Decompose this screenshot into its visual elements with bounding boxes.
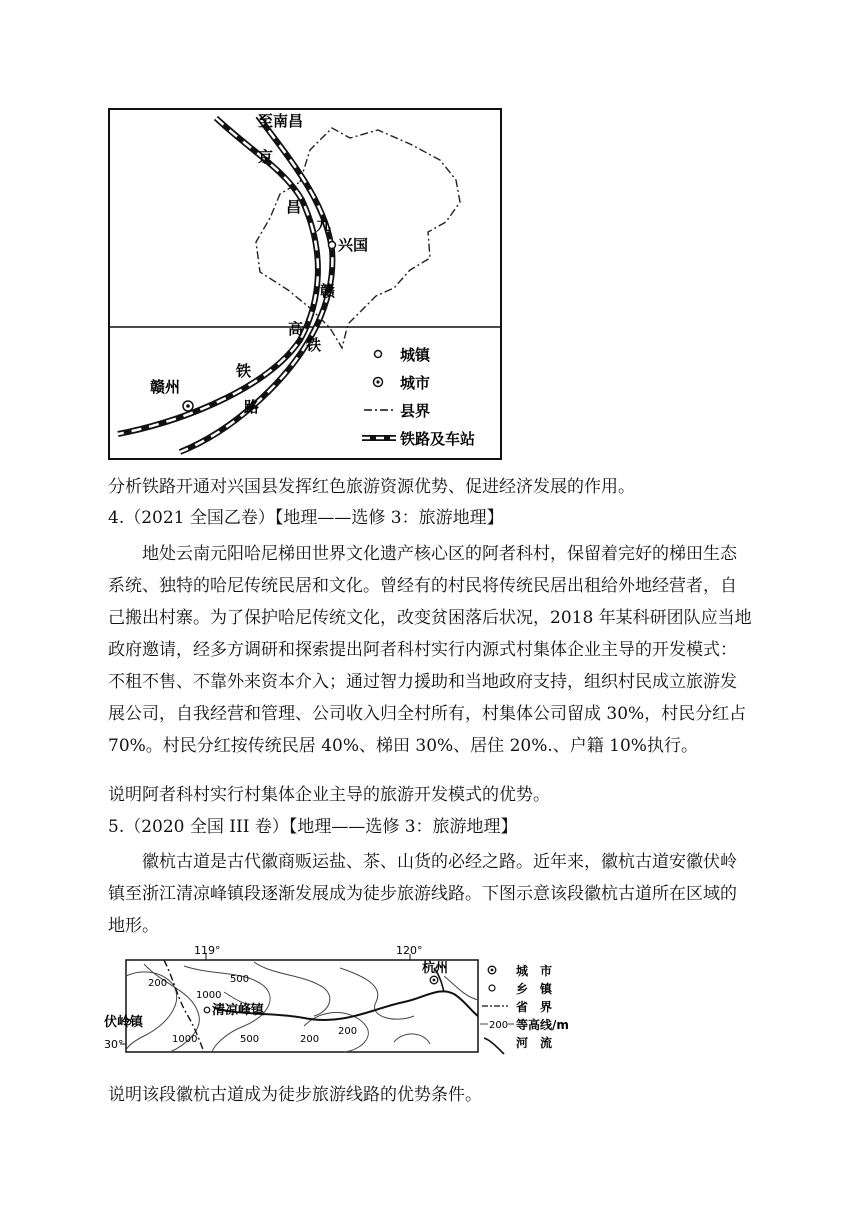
contour-label-1000a: 1000 xyxy=(196,990,222,1001)
label-xingguo: 兴国 xyxy=(338,236,369,254)
legend2-city: 城 市 xyxy=(516,964,553,978)
q4-prompt: 说明阿者科村实行村集体企业主导的旅游开发模式的优势。 xyxy=(108,785,550,805)
contour-label-200a: 200 xyxy=(148,978,168,989)
legend2-contour: 等高线/m xyxy=(516,1018,569,1032)
label-qingliangfeng: 清凉峰镇 xyxy=(212,1003,265,1018)
label-fuling: 伏岭镇 xyxy=(104,1015,144,1030)
xingguo-map-svg xyxy=(110,110,500,458)
q5-line-1: 徽杭古道是古代徽商贩运盐、茶、山货的必经之路。近年来，徽杭古道安徽伏岭 xyxy=(142,852,737,872)
q5-passage xyxy=(108,846,748,942)
label-to-nanchang: 至南昌 xyxy=(258,112,304,130)
label-gao: 高 xyxy=(288,320,304,338)
label-hangzhou: 杭州 xyxy=(422,961,449,976)
legend-border-label: 县界 xyxy=(400,402,431,420)
xingguo-marker xyxy=(329,242,336,249)
q3-prompt: 分析铁路开通对兴国县发挥红色旅游资源优势、促进经济发展的作用。 xyxy=(108,477,635,497)
label-jiu: 九 xyxy=(316,216,332,234)
q5-prompt: 说明该段徽杭古道成为徒步旅游线路的优势条件。 xyxy=(108,1085,482,1105)
label-tie2: 铁 xyxy=(236,362,252,380)
label-tie: 铁 xyxy=(306,336,322,354)
label-lu: 路 xyxy=(244,398,260,416)
qingliangfeng-marker xyxy=(204,1007,210,1013)
lat-30: 30° xyxy=(104,1038,124,1051)
huihang-map xyxy=(104,946,574,1066)
legend2-contour-sample: 200 xyxy=(489,1020,509,1031)
lon-120: 120° xyxy=(396,946,423,957)
label-gan: 赣 xyxy=(320,282,336,300)
q4-line-3: 己搬出村寨。为了保护哈尼传统文化，改变贫困落后状况，2018 年某科研团队应当地 xyxy=(108,608,752,628)
q4-line-1: 地处云南元阳哈尼梯田世界文化遗产核心区的阿者科村，保留着完好的梯田生态 xyxy=(142,544,737,564)
legend-railway-label: 铁路及车站 xyxy=(400,430,476,448)
legend2-river-icon xyxy=(484,1038,504,1054)
q4-line-2: 系统、独特的哈尼传统民居和文化。曾经有的村民将传统民居出租给外地经营者，自 xyxy=(108,576,737,596)
legend2-border: 省 界 xyxy=(516,1000,553,1014)
q4-line-5: 不租不售、不靠外来资本介入；通过智力援助和当地政府支持，组织村民成立旅游发 xyxy=(108,672,737,692)
q5-line-3: 地形。 xyxy=(108,916,159,936)
huihang-map-svg xyxy=(104,946,574,1066)
legend2-river: 河 流 xyxy=(516,1036,553,1050)
contour-label-500a: 500 xyxy=(230,974,250,985)
contour-label-200c: 200 xyxy=(338,1026,358,1037)
legend-town-label: 城镇 xyxy=(400,346,431,364)
q4-line-6: 展公司，自我经营和管理、公司收入归全村所有，村集体公司留成 30%，村民分红占 xyxy=(108,704,747,724)
legend-city-label: 城市 xyxy=(400,374,431,392)
q4-line-7: 70%。村民分红按传统民居 40%、梯田 30%、居住 20%.、户籍 10%执行。 xyxy=(108,736,698,756)
label-ganzhou: 赣州 xyxy=(150,378,181,396)
legend2-town: 乡 镇 xyxy=(516,982,553,996)
contour-label-1000b: 1000 xyxy=(172,1034,198,1045)
legend2-town-icon xyxy=(489,985,495,991)
legend-town-icon xyxy=(375,351,382,358)
label-jing: 京 xyxy=(258,148,274,166)
q4-line-4: 政府邀请，经多方调研和探索提出阿者科村实行内源式村集体企业主导的开发模式： xyxy=(108,640,737,660)
railway-jingjiu xyxy=(118,118,318,434)
label-chang: 昌 xyxy=(286,198,302,216)
contour-label-200b: 200 xyxy=(300,1034,320,1045)
q5-line-2: 镇至浙江清凉峰镇段逐渐发展成为徒步旅游线路。下图示意该段徽杭古道所在区域的 xyxy=(108,884,737,904)
q4-passage xyxy=(108,538,752,762)
xingguo-map xyxy=(108,108,502,460)
q4-heading: 4.（2021 全国乙卷）【地理——选修 3：旅游地理】 xyxy=(108,508,504,528)
lon-119: 119° xyxy=(194,946,221,957)
q5-heading: 5.（2020 全国 III 卷）【地理——选修 3：旅游地理】 xyxy=(108,817,518,837)
contour-label-500b: 500 xyxy=(240,1034,260,1045)
